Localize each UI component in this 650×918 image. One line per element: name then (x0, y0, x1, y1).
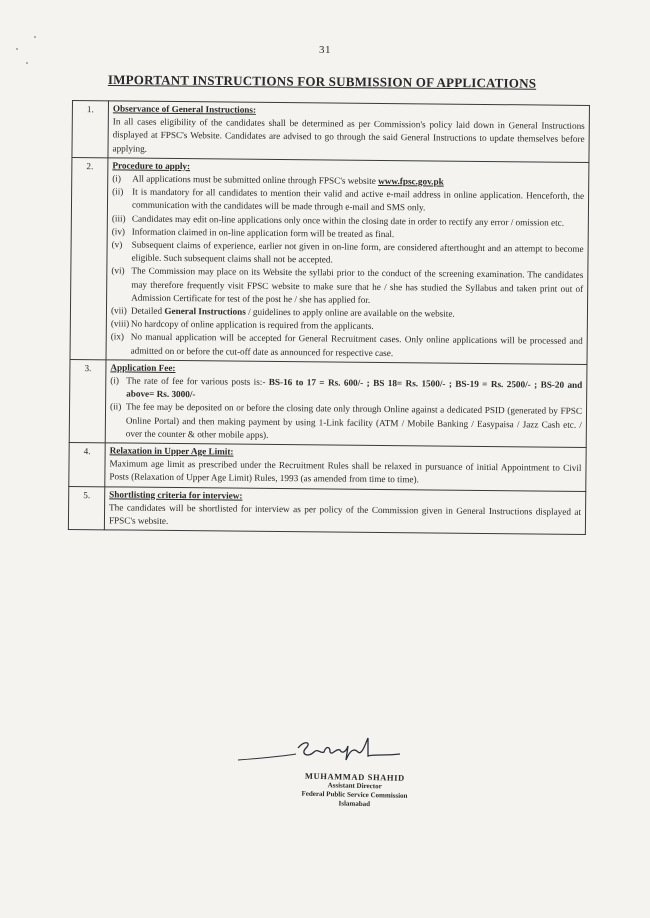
section-heading: Procedure to apply: (112, 160, 191, 171)
item-text-part: / guidelines to apply online are available on the website. (245, 306, 455, 319)
section-body (105, 360, 587, 448)
list-item (111, 331, 583, 362)
item-marker: (v) (111, 239, 123, 250)
list-item (111, 265, 583, 309)
item-marker: (ii) (112, 186, 124, 197)
item-text: The Commission may place on its Website the syllabi prior to the conduct of the screening examination. The candidates may therefore frequently visit FPSC website to make sure that he / she has studied the Syllabus and taken print out of Admission Certificate for test of the post he / she has applied for. (131, 266, 584, 305)
page-title: IMPORTANT INSTRUCTIONS FOR SUBMISSION OF APPLICATIONS (107, 72, 537, 91)
item-text-part: Detailed (130, 305, 165, 316)
section-text: In all cases eligibility of the candidates shall be determined as per Commission's policy laid down in General Instructions displayed at FPSC's Website. Candidates are advised to go through the said General Instructions to update themselves before applying. (112, 116, 585, 154)
item-text-part: All applications must be submitted online through FPSC's website (132, 173, 379, 186)
website-link[interactable]: www.fpsc.gov.pk (378, 175, 444, 187)
section-row (72, 101, 590, 163)
item-text: No manual application will be accepted for General Recruitment cases. Only online applications will be processed and admitted on or before the cut-off date as announced for respective case. (130, 332, 583, 358)
section-number: 4. (69, 443, 105, 487)
signatory-designation: Assistant Director (327, 781, 382, 791)
signatory-city: Islamabad (338, 799, 371, 809)
section-number: 1. (72, 101, 109, 158)
section-body (108, 101, 590, 162)
fee-rates: BS-16 to 17 = Rs. 600/- ; BS 18= Rs. 1500/- ; BS-19 = Rs. 2500/- ; BS-20 and above= Rs. 3000/- (126, 376, 583, 400)
section-text: The candidates will be shortlisted for interview as per policy of the Commission given in General Instructions displayed at FPSC's website. (108, 502, 582, 527)
item-text: Information claimed in on-line application form will be treated as final. (131, 226, 395, 239)
item-text: No hardcopy of online application is required from the applicants. (130, 318, 374, 332)
section-heading: Shortlisting criteria for interview: (109, 489, 243, 501)
item-marker: (ix) (110, 331, 125, 342)
item-text: Subsequent claims of experience, earlier not given in on-line form, are considered afterthought and an attempt to become eligible. Such subsequent claims shall not be accepted. (131, 239, 584, 265)
section-heading: Application Fee: (110, 362, 176, 373)
section-body (105, 443, 586, 491)
item-marker: (iv) (111, 226, 126, 237)
item-text-bold: General Instructions (164, 305, 246, 317)
handwritten-signature (234, 734, 404, 774)
section-text: Maximum age limit as prescribed under the Recruitment Rules shall be relaxed in pursuance of initial Appointment to Civil Posts (Relaxation of Upper Age Limit) Rules, 1993 (as amended from time to time). (109, 458, 582, 485)
instructions-table (68, 100, 590, 535)
section-number: 5. (68, 486, 104, 530)
signatory-name: MUHAMMAD SHAHID (304, 770, 405, 783)
item-marker: (i) (110, 375, 120, 386)
section-body (106, 158, 589, 365)
section-heading: Observance of General Instructions: (112, 103, 257, 115)
item-text: It is mandatory for all candidates to mention their valid and active e-mail address in online application. Henceforth, the communication with the candidates will be made through e-mail and SMS only. (131, 186, 585, 213)
section-row (68, 486, 585, 535)
section-number: 2. (70, 157, 108, 359)
section-body (104, 487, 585, 535)
section-row (69, 443, 586, 492)
item-marker: (i) (112, 173, 121, 184)
item-text: Candidates may edit on-line applications only once within the closing date in order to rectify any error / omission etc. (131, 213, 565, 228)
scan-speck (34, 36, 36, 38)
signatory-organization: Federal Public Service Commission (301, 789, 408, 800)
section-number: 3. (69, 359, 106, 443)
item-text: The fee may be deposited on or before the closing date only through Online against a dedicated PSID (generated by FPSC Online Portal) and then making payment by using 1-Link facility (ATM / Mobile Banking / Easypaisa / Jazz Cash etc. / over the counter & other mobile apps). (125, 402, 583, 440)
scan-speck (26, 62, 28, 64)
signatory-block (269, 770, 440, 811)
list-item (110, 401, 582, 445)
item-marker: (iii) (111, 213, 126, 224)
item-marker: (viii) (110, 318, 130, 329)
page-number: 31 (319, 44, 331, 56)
item-marker: (vii) (110, 305, 127, 316)
section-row (69, 359, 587, 447)
section-row (70, 157, 589, 364)
item-marker: (vi) (111, 265, 125, 276)
item-marker: (ii) (110, 401, 122, 412)
item-text-part: The rate of fee for various posts is:- (126, 375, 269, 387)
section-heading: Relaxation in Upper Age Limit: (109, 445, 234, 457)
